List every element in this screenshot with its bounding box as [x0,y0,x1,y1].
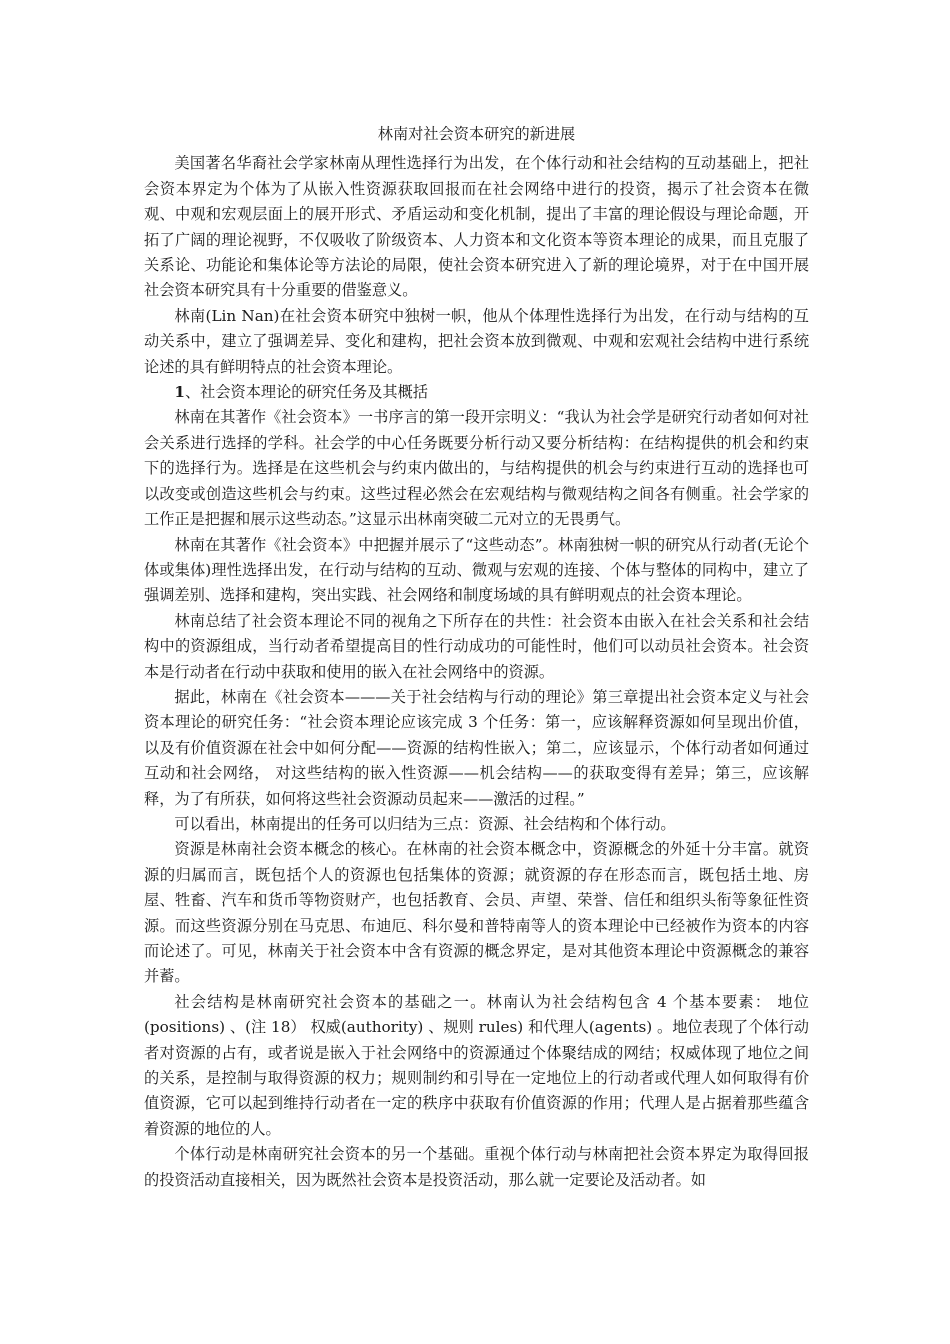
section-heading-text: 、社会资本理论的研究任务及其概括 [184,383,428,402]
section-heading-number: 1 [174,383,185,402]
paragraph-body-5: 可以看出，林南提出的任务可以归结为三点：资源、社会结构和个体行动。 [174,814,676,833]
section-heading [144,380,809,405]
paragraph-intro-1: 美国著名华裔社会学家林南从理性选择行为出发，在个体行动和社会结构的互动基础上，把社会资本界定为个体为了从嵌入性资源获取回报而在社会网络中进行的投资，揭示了社会资本在微观、中观和宏观层面上的展开形式、矛盾运动和变化机制，提出了丰富的理论假设与理论命题，开拓了广阔的理论视野，不仅吸收了阶级资本、人力资本和文化资本等资本理论的成果，而且克服了关系论、功能论和集体论等方法论的局限，使社会资本研究进入了新的理论境界，对于在中国开展社会资本研究具有十分重要的借鉴意义。 [144,154,809,300]
paragraph-body-3: 林南总结了社会资本理论不同的视角之下所存在的共性：社会资本由嵌入在社会关系和社会结构中的资源组成，当行动者希望提高目的性行动成功的可能性时，他们可以动员社会资本。社会资本是行动者在行动中获取和使用的嵌入在社会网络中的资源。 [144,611,809,681]
paragraph-body-4: 据此，林南在《社会资本———关于社会结构与行动的理论》第三章提出社会资本定义与社会资本理论的研究任务：“社会资本理论应该完成 3 个任务：第一，应该解释资源如何呈现出价值， 以及有价值资源在社会中如何分配——资源的结构性嵌入；第二，应该显示，个体行动者如何通过互动和社会网络， 对这些结构的嵌入性资源——机会结构——的获取变得有差异；第三，应该解释，为了有所获，如何将这些社会资源动员起来——激活的过程。” [144,687,809,808]
paragraph-body-2: 林南在其著作《社会资本》中把握并展示了“这些动态”。林南独树一帜的研究从行动者(无论个体或集体)理性选择出发，在行动与结构的互动、微观与宏观的连接、个体与整体的同构中，建立了强调差别、选择和建构，突出实践、社会网络和制度场域的具有鲜明观点的社会资本理论。 [144,535,809,605]
document-page [144,122,809,1193]
document-title: 林南对社会资本研究的新进展 [377,125,576,143]
paragraph-intro-2: 林南(Lin Nan)在社会资本研究中独树一帜，他从个体理性选择行为出发，在行动与结构的互动关系中，建立了强调差异、变化和建构，把社会资本放到微观、中观和宏观社会结构中进行系统论述的具有鲜明特点的社会资本理论。 [144,306,809,376]
paragraph-body-7: 社会结构是林南研究社会资本的基础之一。林南认为社会结构包含 4 个基本要素： 地位(positions) 、(注 18） 权威(authority) 、规则 rules) 和代理人(agents) 。地位表现了个体行动者对资源的占有，或者说是嵌入于社会网络中的资源通过个体聚结成的网结；权威体现了地位之间的关系，是控制与取得资源的权力；规则制约和引导在一定地位上的行动者或代理人如何取得有价值资源，它可以起到维持行动者在一定的秩序中获取有价值资源的作用；代理人是占据着那些蕴含着资源的地位的人。 [144,992,809,1138]
paragraph-body-8: 个体行动是林南研究社会资本的另一个基础。重视个体行动与林南把社会资本界定为取得回报的投资活动直接相关，因为既然社会资本是投资活动，那么就一定要论及活动者。如 [144,1145,809,1189]
paragraph-body-1: 林南在其著作《社会资本》一书序言的第一段开宗明义：“我认为社会学是研究行动者如何对社会关系进行选择的学科。社会学的中心任务既要分析行动又要分析结构：在结构提供的机会和约束下的选择行为。选择是在这些机会与约束内做出的，与结构提供的机会与约束进行互动的选择也可以改变或创造这些机会与约束。这些过程必然会在宏观结构与微观结构之间各有侧重。社会学家的工作正是把握和展示这些动态。”这显示出林南突破二元对立的无畏勇气。 [144,408,809,529]
paragraph-body-6: 资源是林南社会资本概念的核心。在林南的社会资本概念中，资源概念的外延十分丰富。就资源的归属而言，既包括个人的资源也包括集体的资源；就资源的存在形态而言，既包括土地、房屋、牲畜、汽车和货币等物资财产，也包括教育、会员、声望、荣誉、信任和组织头衔等象征性资源。而这些资源分别在马克思、布迪厄、科尔曼和普特南等人的资本理论中已经被作为资本的内容而论述了。可见，林南关于社会资本中含有资源的概念界定，是对其他资本理论中资源概念的兼容并蓄。 [144,840,809,986]
